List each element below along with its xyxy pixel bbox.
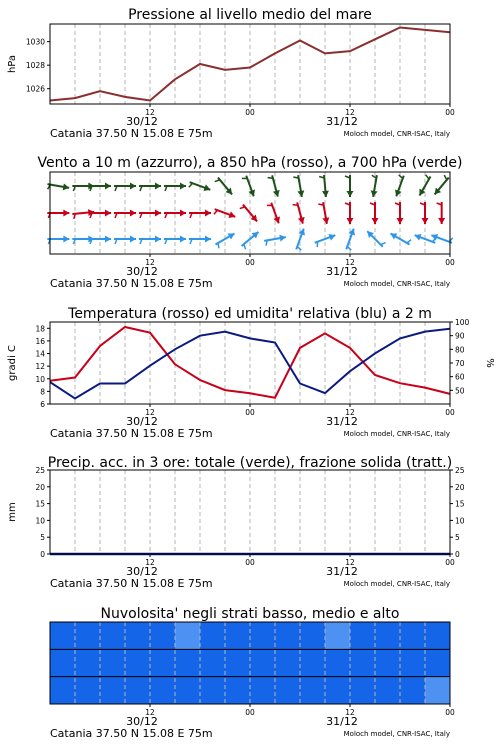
y-tick-label: 5	[40, 533, 45, 543]
wind-arrow-head	[298, 217, 305, 224]
y-tick-label: 15	[35, 499, 45, 509]
cloud-cell	[100, 649, 125, 676]
y-tick-label: 0	[40, 550, 45, 559]
time-tick-label: 00	[445, 408, 455, 417]
cloud-cell	[150, 677, 175, 704]
time-tick-label: 00	[245, 258, 255, 267]
y-tick-label: 14	[35, 349, 45, 359]
location-label: Catania 37.50 N 15.08 E 75m	[50, 277, 213, 290]
wind-arrow-head	[180, 236, 186, 243]
date-label: 31/12	[326, 565, 358, 578]
cloud-cell	[200, 649, 225, 676]
location-label: Catania 37.50 N 15.08 E 75m	[50, 577, 213, 590]
cloud-cell	[275, 649, 300, 676]
precipitation-panel	[7, 455, 465, 590]
wind-arrow-head	[180, 210, 186, 217]
cloud-cell	[150, 649, 175, 676]
cloud-cell	[350, 622, 375, 649]
cloud-cell	[375, 677, 400, 704]
cloud-cell	[350, 649, 375, 676]
cloud-cell	[250, 622, 275, 649]
wind-arrow-head	[130, 183, 136, 190]
cloud-cell	[75, 622, 100, 649]
wind-arrow	[419, 175, 430, 196]
y-right-tick-label: 70	[455, 359, 465, 368]
y-right-tick-label: 50	[455, 386, 465, 396]
cloud-cell	[425, 677, 450, 704]
wind-arrow-head	[322, 191, 329, 197]
date-label: 30/12	[126, 265, 158, 278]
cloud-cell	[400, 677, 425, 704]
time-tick-label: 12	[345, 108, 355, 117]
model-credit: Moloch model, CNR-ISAC, Italy	[343, 580, 450, 588]
cloud-cell	[125, 649, 150, 676]
cloud-cell	[400, 622, 425, 649]
cloud-cell	[150, 622, 175, 649]
cloud-cell	[100, 622, 125, 649]
wind-arrow-head	[205, 236, 211, 243]
wind-arrow-head	[63, 236, 69, 243]
cloud-cell	[175, 677, 200, 704]
wind-arrow	[435, 175, 449, 194]
cloud-cell	[350, 677, 375, 704]
y-right-tick-label: 20	[455, 482, 465, 492]
wind-arrow-head	[438, 218, 445, 224]
y-right-tick-label: 0	[455, 550, 460, 559]
y-axis-label: mm	[7, 502, 18, 522]
model-credit: Moloch model, CNR-ISAC, Italy	[343, 280, 450, 288]
time-tick-label: 00	[245, 558, 255, 567]
wind-arrow	[242, 232, 259, 249]
cloud-cell	[200, 677, 225, 704]
y-right-axis-label: %	[484, 358, 495, 368]
wind-arrow-head	[347, 218, 354, 224]
time-tick-label: 12	[145, 258, 155, 267]
y-axis-label: hPa	[7, 54, 18, 74]
wind-arrow	[293, 175, 304, 197]
cloud-cell	[375, 649, 400, 676]
y-tick-label: 16	[35, 336, 45, 346]
cloud-cell	[300, 622, 325, 649]
wind-arrow-head	[180, 183, 186, 190]
wind-arrow	[47, 236, 69, 245]
wind-arrow-barb	[293, 205, 298, 206]
panel-title: Temperatura (rosso) ed umidita' relativa (blu) a 2 m	[68, 306, 432, 322]
time-tick-label: 00	[245, 108, 255, 117]
y-right-tick-label: 90	[455, 331, 465, 341]
panel-title: Vento a 10 m (azzurro), a 850 hPa (rosso), a 700 hPa (verde)	[37, 155, 463, 171]
y-tick-label: 8	[40, 387, 45, 397]
wind-arrow-head	[63, 210, 69, 217]
wind-arrow-head	[130, 210, 136, 217]
wind-arrow-barb	[215, 180, 220, 182]
cloud-cell	[300, 677, 325, 704]
time-tick-label: 12	[345, 408, 355, 417]
wind-arrow-barb	[268, 178, 273, 179]
cloud-cell	[75, 677, 100, 704]
wind-arrow	[296, 229, 305, 250]
y-right-tick-label: 100	[455, 318, 470, 327]
date-label: 31/12	[326, 115, 358, 128]
y-tick-label: 10	[35, 516, 45, 526]
wind-arrow	[242, 176, 255, 197]
date-label: 31/12	[326, 415, 358, 428]
plot-frame	[50, 24, 450, 104]
y-right-tick-label: 80	[455, 345, 465, 355]
y-tick-label: 20	[35, 482, 45, 492]
wind-arrow-head	[372, 218, 379, 224]
wind-arrow	[371, 175, 378, 197]
time-tick-label: 00	[445, 258, 455, 267]
cloud-cell	[225, 622, 250, 649]
y-tick-label: 1026	[25, 84, 45, 94]
wind-arrow-head	[105, 236, 111, 243]
time-tick-label: 12	[145, 108, 155, 117]
cloud-cell	[175, 622, 200, 649]
wind-arrow	[240, 205, 257, 222]
cloud-cell	[75, 649, 100, 676]
time-tick-label: 12	[145, 558, 155, 567]
wind-arrow	[318, 202, 329, 224]
wind-arrow-barb	[407, 240, 411, 243]
y-right-tick-label: 10	[455, 516, 465, 526]
wind-arrow-barb	[240, 207, 245, 209]
wind-arrow	[215, 178, 232, 195]
time-tick-label: 00	[445, 108, 455, 117]
wind-arrow	[47, 210, 69, 219]
wind-arrow-head	[155, 183, 161, 190]
cloud-cell	[100, 677, 125, 704]
time-tick-label: 00	[245, 708, 255, 717]
wind-arrow-barb	[444, 175, 447, 180]
wind-arrow	[346, 229, 355, 250]
y-tick-label: 12	[35, 362, 45, 372]
cloud-cell	[200, 622, 225, 649]
wind-arrow-barb	[347, 247, 351, 251]
wind-arrow-head	[105, 183, 111, 190]
y-tick-label: 25	[35, 466, 45, 475]
wind-arrow	[293, 202, 305, 223]
wind-arrow-barb	[426, 175, 429, 179]
wind-arrow-head	[130, 236, 136, 243]
wind-arrow	[345, 175, 354, 197]
date-label: 30/12	[126, 565, 158, 578]
y-tick-label: 18	[35, 324, 45, 334]
time-tick-label: 12	[345, 708, 355, 717]
time-tick-label: 00	[245, 408, 255, 417]
wind-arrow-head	[155, 236, 161, 243]
cloud-cell	[275, 677, 300, 704]
model-credit: Moloch model, CNR-ISAC, Italy	[343, 430, 450, 438]
temperature-panel	[7, 306, 495, 440]
wind-arrow	[390, 233, 411, 244]
cloud-panel	[50, 606, 455, 740]
wind-arrow-head	[105, 210, 111, 217]
wind-arrow-barb	[218, 243, 219, 248]
cloud-cell	[225, 677, 250, 704]
panel-title: Pressione al livello medio del mare	[128, 7, 372, 23]
wind-arrow	[395, 175, 404, 196]
cloud-cell	[325, 677, 350, 704]
cloud-cell	[325, 622, 350, 649]
wind-arrow-head	[397, 218, 404, 224]
wind-arrow-head	[273, 190, 280, 197]
time-tick-label: 12	[145, 408, 155, 417]
wind-arrow	[420, 202, 429, 224]
cloud-cell	[175, 649, 200, 676]
pressure-panel	[7, 7, 455, 140]
cloud-cell	[225, 649, 250, 676]
cloud-cell	[400, 649, 425, 676]
cloud-cell	[250, 649, 275, 676]
time-tick-label: 00	[445, 558, 455, 567]
wind-arrow	[268, 175, 280, 196]
wind-arrow	[370, 202, 379, 224]
date-label: 31/12	[326, 715, 358, 728]
time-tick-label: 12	[145, 708, 155, 717]
wind-arrow-head	[422, 218, 429, 224]
date-label: 31/12	[326, 265, 358, 278]
wind-arrow-head	[205, 210, 211, 217]
y-right-tick-label: 25	[455, 466, 465, 475]
cloud-cell	[50, 622, 75, 649]
cloud-cell	[50, 677, 75, 704]
y-tick-label: 1030	[25, 37, 45, 47]
panel-title: Precip. acc. in 3 ore: totale (verde), frazione solida (tratt.)	[47, 455, 453, 471]
cloud-cell	[275, 622, 300, 649]
location-label: Catania 37.50 N 15.08 E 75m	[50, 127, 213, 140]
y-right-tick-label: 5	[455, 533, 460, 543]
y-right-tick-label: 60	[455, 372, 465, 382]
wind-arrow	[345, 202, 354, 224]
time-tick-label: 12	[345, 558, 355, 567]
wind-arrow-barb	[297, 247, 301, 251]
cloud-cell	[375, 622, 400, 649]
panel-title: Nuvolosita' negli strati basso, medio e alto	[100, 606, 400, 622]
wind-arrow	[319, 175, 329, 197]
model-credit: Moloch model, CNR-ISAC, Italy	[343, 130, 450, 138]
wind-arrow-head	[155, 210, 161, 217]
location-label: Catania 37.50 N 15.08 E 75m	[50, 727, 213, 740]
wind-arrow	[267, 203, 280, 224]
cloud-cell	[425, 622, 450, 649]
cloud-cell	[50, 649, 75, 676]
y-right-tick-label: 15	[455, 499, 465, 509]
cloud-cell	[250, 677, 275, 704]
wind-arrow-barb	[214, 210, 218, 214]
wind-arrow-barb	[189, 183, 193, 187]
time-tick-label: 00	[445, 708, 455, 717]
wind-arrow	[437, 202, 446, 224]
wind-arrow-barb	[381, 243, 386, 245]
y-tick-label: 1028	[25, 61, 45, 71]
cloud-cell	[125, 622, 150, 649]
y-tick-label: 10	[35, 374, 45, 384]
cloud-cell	[125, 677, 150, 704]
wind-arrow-barb	[244, 244, 246, 249]
location-label: Catania 37.50 N 15.08 E 75m	[50, 427, 213, 440]
time-tick-label: 12	[345, 258, 355, 267]
wind-arrow	[395, 202, 404, 224]
wind-arrow-barb	[399, 175, 403, 179]
cloud-cell	[325, 649, 350, 676]
wind-arrow	[367, 231, 385, 247]
cloud-cell	[300, 649, 325, 676]
model-credit: Moloch model, CNR-ISAC, Italy	[343, 730, 450, 738]
y-axis-label: gradi C	[7, 345, 18, 381]
date-label: 30/12	[126, 715, 158, 728]
date-label: 30/12	[126, 115, 158, 128]
y-tick-label: 6	[40, 400, 45, 409]
plot-frame	[50, 322, 450, 404]
wind-arrow-head	[347, 191, 354, 197]
wind-arrow	[48, 183, 70, 190]
wind-panel	[37, 155, 462, 290]
date-label: 30/12	[126, 415, 158, 428]
cloud-cell	[425, 649, 450, 676]
